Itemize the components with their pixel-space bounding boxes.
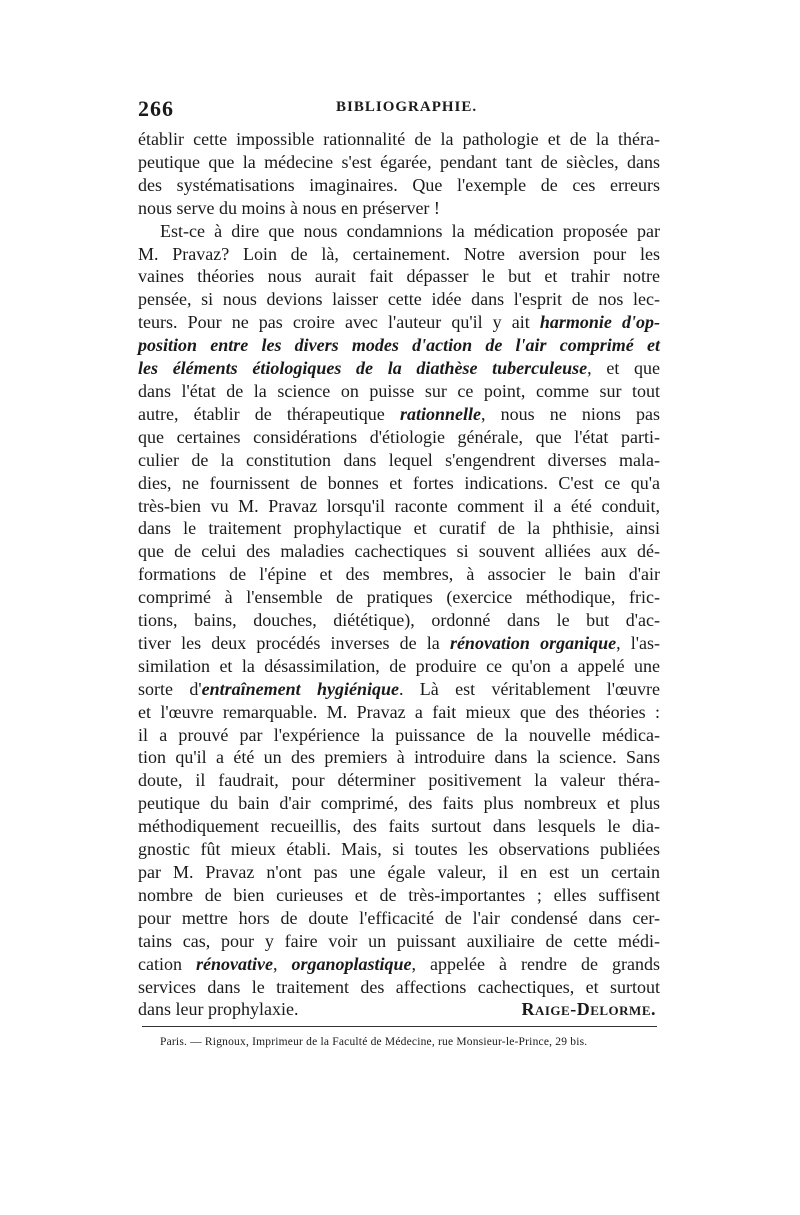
text-line: dans le traitement prophylactique et curatif de la phthisie, ainsi: [138, 518, 660, 539]
text-run: cation: [138, 953, 196, 974]
text-run: sorte d': [138, 678, 202, 699]
text-line: il a prouvé par l'expérience la puissance de la nouvelle médica-: [138, 724, 660, 745]
text-line: formations de l'épine et des membres, à associer le bain d'air: [138, 564, 660, 585]
text-line: [138, 632, 660, 655]
signature-line: [138, 998, 660, 1021]
text-run: teurs. Pour ne pas croire avec l'auteur qu'il y ait: [138, 312, 540, 333]
text-line: Est-ce à dire que nous condamnions la médication proposée par: [160, 220, 660, 241]
text-line: par M. Pravaz n'ont pas une égale valeur, il en est un certain: [138, 862, 660, 882]
text-run: . Là est véritablement l'œuvre: [398, 678, 661, 699]
text-run: , appelée à rendre de grands: [411, 953, 660, 974]
text-line: dans l'état de la science on puisse sur ce point, comme sur tout: [138, 380, 660, 401]
text-line: peutique du bain d'air comprimé, des faits plus nombreux et plus: [138, 793, 660, 814]
paragraph-2: [138, 220, 660, 1022]
text-run: autre, établir de thérapeutique: [138, 403, 400, 424]
running-head: BIBLIOGRAPHIE.: [336, 99, 478, 115]
text-line: nous serve du moins à nous en préserver !: [138, 197, 440, 218]
italic-phrase: entraînement hygiénique: [201, 678, 399, 699]
italic-phrase: organoplastique: [291, 953, 412, 974]
text-run: , nous ne nions pas: [480, 403, 660, 424]
text-line: [138, 311, 660, 334]
text-run: dans leur prophylaxie.: [138, 999, 299, 1020]
text-line: méthodiquement recueillis, des faits surtout dans lesquels le dia-: [138, 816, 660, 837]
text-line: peutique que la médecine s'est égarée, pendant tant de siècles, dans: [138, 151, 660, 172]
text-line: vaines théories nous aurait fait dépasser le but et trahir notre: [138, 266, 660, 287]
italic-phrase: harmonie d'op-: [539, 312, 661, 333]
text-line: services dans le traitement des affections cachectiques, et surtout: [138, 976, 660, 997]
page-number: 266: [138, 96, 174, 121]
text-line: [138, 953, 660, 976]
text-line: que de celui des maladies cachectiques si souvent alliées aux dé-: [138, 541, 660, 562]
text-line: établir cette impossible rationnalité de la pathologie et de la théra-: [138, 129, 660, 149]
text-line: M. Pravaz? Loin de là, certainement. Notre aversion pour les: [138, 243, 660, 264]
text-line: dies, ne fournissent de bonnes et fortes indications. C'est ce qu'a: [138, 472, 660, 493]
text-line: [138, 334, 660, 357]
text-line: comprimé à l'ensemble de pratiques (exercice méthodique, fric-: [138, 587, 660, 608]
body-text: [138, 128, 660, 1021]
text-line: tions, bains, douches, diététique), ordonné dans le but d'ac-: [138, 610, 660, 631]
text-line: doute, il faudrait, pour déterminer positivement la valeur théra-: [138, 770, 660, 791]
text-line: [138, 403, 660, 426]
page-header: [138, 96, 658, 126]
italic-phrase: rénovative: [196, 953, 273, 974]
footer-rule: [142, 1026, 657, 1027]
italic-phrase: rénovation organique: [449, 632, 617, 653]
text-line: tion qu'il a été un des premiers à introduire dans la science. Sans: [138, 747, 660, 768]
text-line: des systématisations imaginaires. Que l'exemple de ces erreurs: [138, 174, 660, 195]
text-run: , l'as-: [616, 632, 660, 653]
text-line: [138, 678, 660, 701]
text-line: pensée, si nous devions laisser cette idée dans l'esprit de nos lec-: [138, 289, 660, 310]
text-line: gnostic fût mieux établi. Mais, si toutes les observations publiées: [138, 839, 660, 860]
text-line: similation et la désassimilation, de produire ce qu'on a appelé une: [138, 655, 660, 676]
italic-phrase: rationnelle: [399, 403, 481, 424]
paragraph-1: [138, 128, 660, 220]
text-run: , et que: [587, 358, 661, 379]
text-line: pour mettre hors de doute l'efficacité de l'air condensé dans cer-: [138, 907, 660, 928]
text-line: très-bien vu M. Pravaz lorsqu'il raconte comment il a été conduit,: [138, 495, 660, 516]
text-line: et l'œuvre remarquable. M. Pravaz a fait mieux que des théories :: [138, 701, 660, 722]
text-line: [138, 357, 660, 380]
text-line: culier de la constitution dans lequel s'engendrent diverses mala-: [138, 449, 660, 470]
italic-phrase: position entre les divers modes d'action de l'air comprimé et: [138, 335, 660, 356]
text-run: tiver les deux procédés inverses de la: [138, 632, 450, 653]
author-signature: Raige-Delorme.: [521, 999, 656, 1020]
text-line: que certaines considérations d'étiologie générale, que l'état parti-: [138, 426, 660, 447]
text-line: tains cas, pour y faire voir un puissant auxiliaire de cette médi-: [138, 930, 660, 951]
text-run: ,: [272, 953, 292, 974]
printer-imprint: Paris. — Rignoux, Imprimeur de la Faculté de Médecine, rue Monsieur-le-Prince, 29 bis.: [160, 1036, 588, 1048]
text-line: nombre de bien curieuses et de très-importantes ; elles suffisent: [138, 884, 660, 905]
italic-phrase: les éléments étiologiques de la diathèse tuberculeuse: [138, 358, 588, 379]
